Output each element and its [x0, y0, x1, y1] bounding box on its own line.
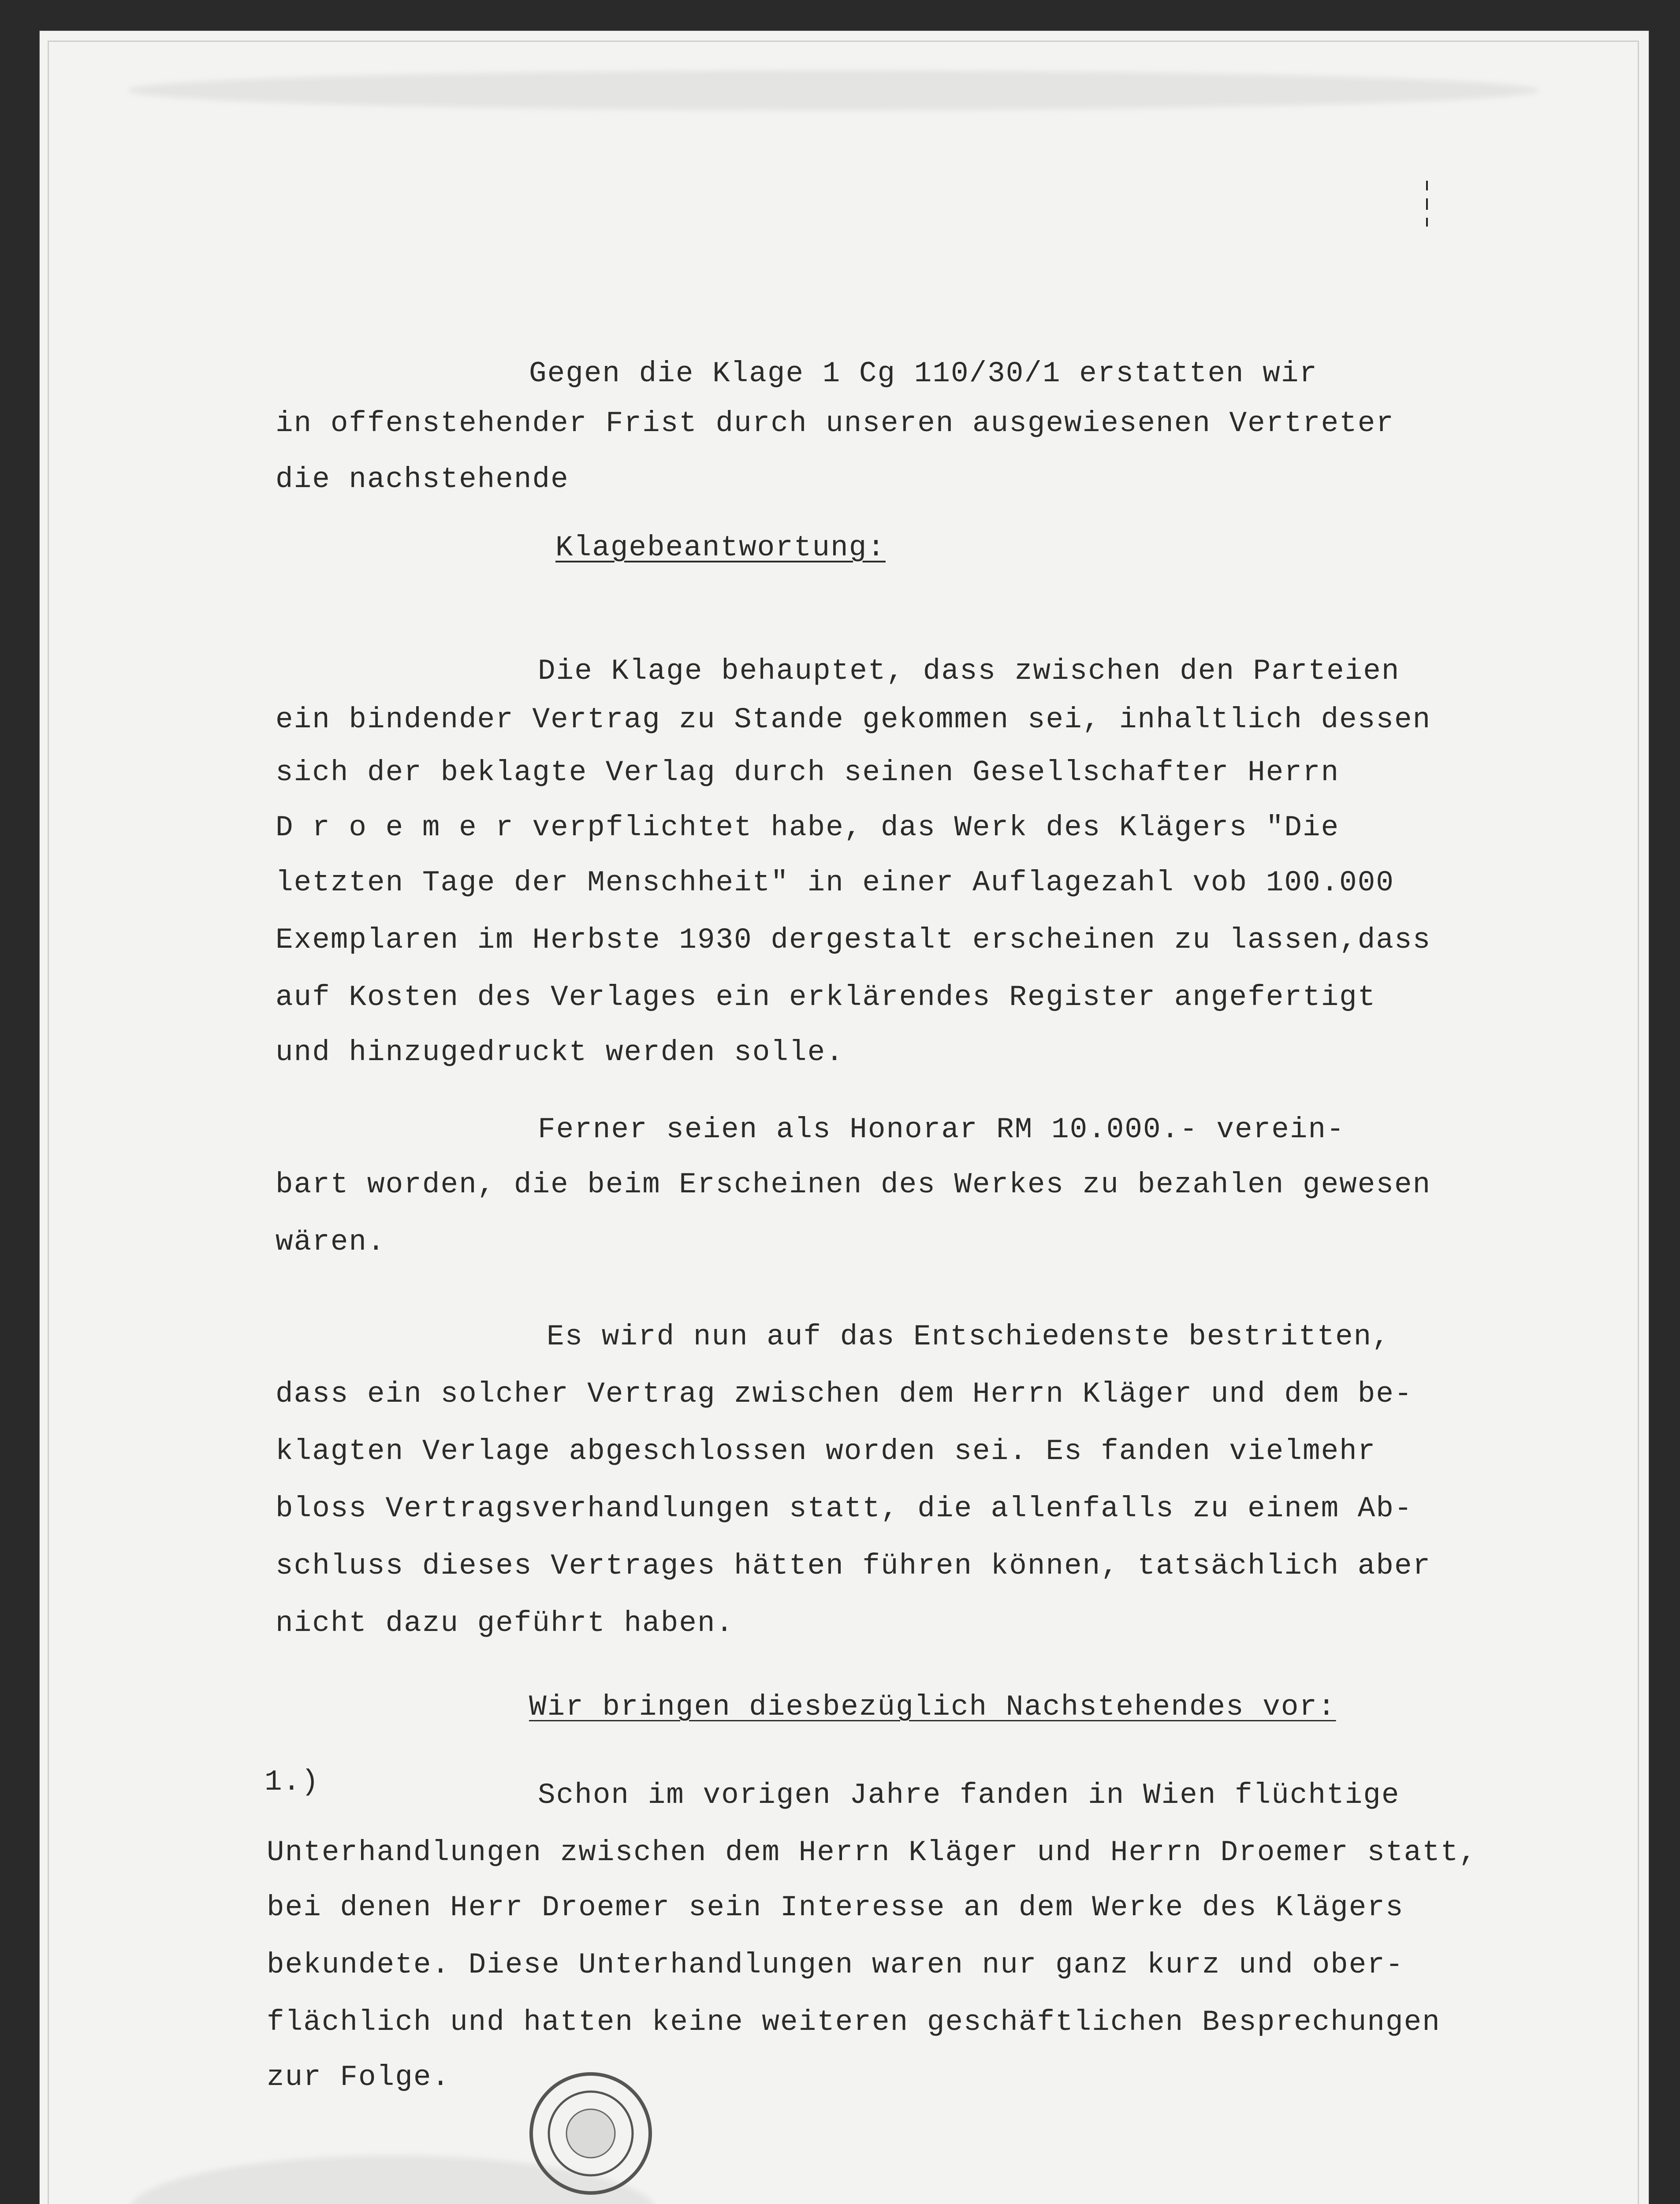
paragraph-2-line-2: bart worden, die beim Erscheinen des Werkes zu bezahlen gewesen: [276, 1168, 1431, 1201]
scan-smudge: [128, 71, 1538, 110]
item-1-line-2: Unterhandlungen zwischen dem Herrn Kläger und Herrn Droemer statt,: [267, 1836, 1478, 1869]
item-1-line-5: flächlich und hatten keine weiteren geschäftlichen Besprechungen: [267, 2006, 1441, 2039]
item-1-line-4: bekundete. Diese Unterhandlungen waren nur ganz kurz und ober-: [267, 1948, 1404, 1981]
paragraph-3-line-5: schluss dieses Vertrages hätten führen können, tatsächlich aber: [276, 1549, 1431, 1582]
paragraph-2-line-1: Ferner seien als Honorar RM 10.000.- verein-: [538, 1113, 1345, 1146]
paragraph-3-line-4: bloss Vertragsverhandlungen statt, die allenfalls zu einem Ab-: [276, 1492, 1413, 1525]
paragraph-1-line-4: D r o e m e r verpflichtet habe, das Werk des Klägers "Die: [276, 811, 1340, 844]
paragraph-3-line-2: dass ein solcher Vertrag zwischen dem Herrn Kläger und dem be-: [276, 1378, 1413, 1411]
paragraph-3-line-3: klagten Verlage abgeschlossen worden sei. Es fanden vielmehr: [276, 1435, 1376, 1468]
paragraph-4-line-1: Wir bringen diesbezüglich Nachstehendes vor:: [529, 1690, 1336, 1724]
paragraph-1-line-3: sich der beklagte Verlag durch seinen Gesellschafter Herrn: [276, 756, 1340, 789]
margin-mark: [1424, 181, 1430, 229]
document-heading: Klagebeantwortung:: [555, 531, 886, 564]
paragraph-2-line-3: wären.: [276, 1225, 386, 1258]
intro-line-1: Gegen die Klage 1 Cg 110/30/1 erstatten wir: [529, 357, 1318, 390]
item-1-number: 1.): [264, 1765, 320, 1798]
intro-line-2: in offenstehender Frist durch unseren ausgewiesenen Vertreter: [276, 407, 1394, 440]
paragraph-1-line-2: ein bindender Vertrag zu Stande gekommen sei, inhaltlich dessen: [276, 703, 1431, 736]
paragraph-1-line-5: letzten Tage der Menschheit" in einer Auflagezahl vob 100.000: [276, 866, 1394, 899]
paragraph-1-line-1: Die Klage behauptet, dass zwischen den Parteien: [538, 655, 1400, 688]
archive-stamp: [525, 2067, 657, 2200]
item-1-line-6: zur Folge.: [267, 2061, 451, 2094]
paragraph-1-line-8: und hinzugedruckt werden solle.: [276, 1036, 844, 1069]
paragraph-1-line-7: auf Kosten des Verlages ein erklärendes Register angefertigt: [276, 981, 1376, 1014]
paragraph-1-line-6: Exemplaren im Herbste 1930 dergestalt erscheinen zu lassen,dass: [276, 923, 1431, 957]
intro-line-3: die nachstehende: [276, 463, 569, 496]
paragraph-3-line-6: nicht dazu geführt haben.: [276, 1607, 734, 1640]
item-1-line-3: bei denen Herr Droemer sein Interesse an dem Werke des Klägers: [267, 1891, 1404, 1924]
paragraph-3-line-1: Es wird nun auf das Entschiedenste bestritten,: [547, 1320, 1390, 1353]
item-1-line-1: Schon im vorigen Jahre fanden in Wien flüchtige: [538, 1779, 1400, 1812]
document-page: [40, 31, 1649, 2204]
